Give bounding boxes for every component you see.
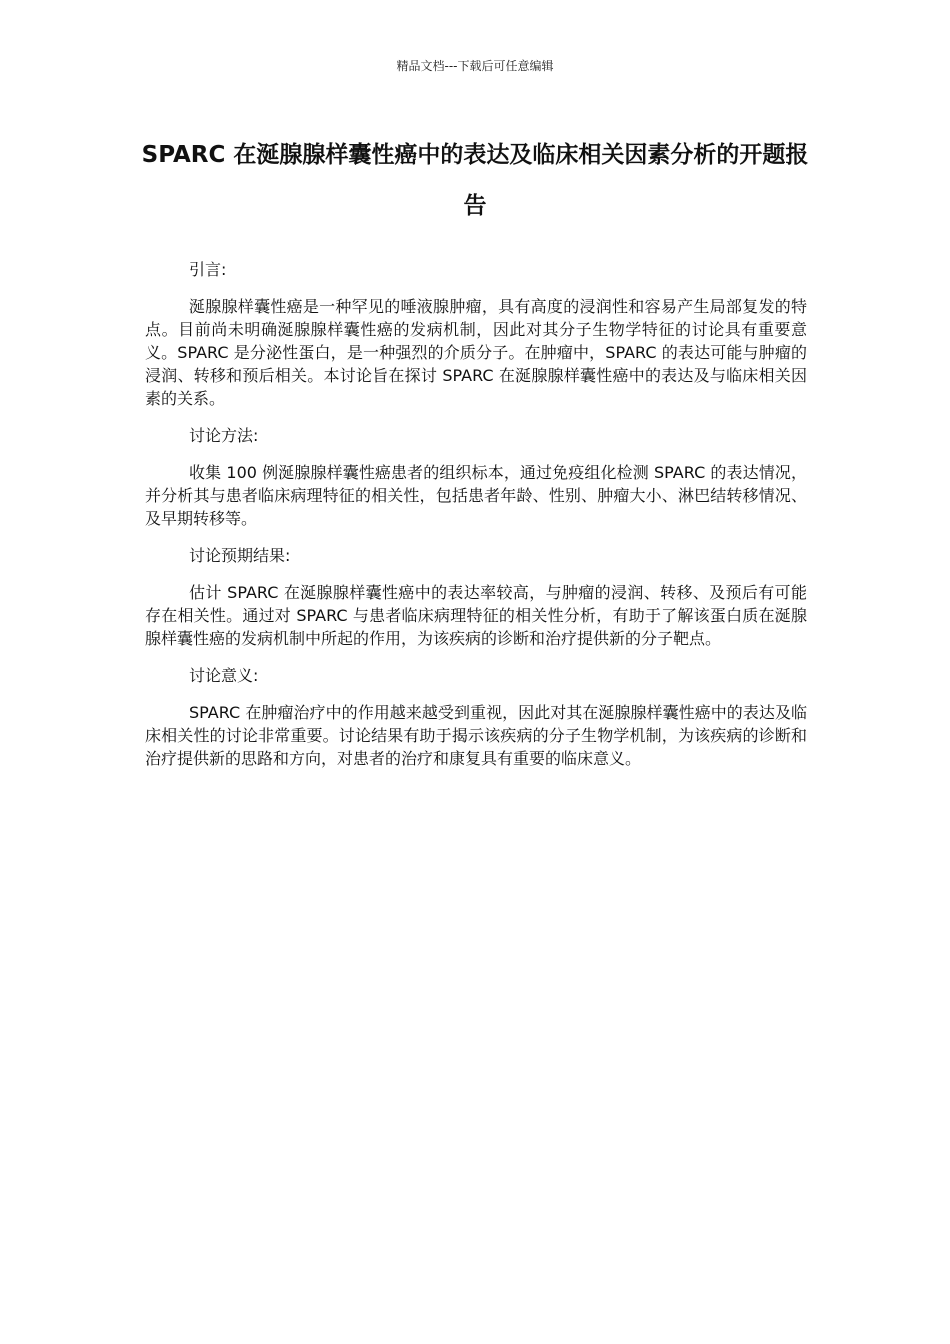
document-title: SPARC 在涎腺腺样囊性癌中的表达及临床相关因素分析的开题报告 [141,142,809,219]
document-body [145,258,807,784]
section-heading-expected-results: 讨论预期结果: [189,546,291,565]
section-heading-intro: 引言: [189,260,227,279]
header-note: 精品文档---下载后可任意编辑 [396,59,554,73]
section-heading-methods: 讨论方法: [189,426,259,445]
section-heading-significance: 讨论意义: [189,666,259,685]
section-paragraph-intro: 涎腺腺样囊性癌是一种罕见的唾液腺肿瘤，具有高度的浸润性和容易产生局部复发的特点。目前尚未明确涎腺腺样囊性癌的发病机制，因此对其分子生物学特征的讨论具有重要意义。SPARC 是分泌性蛋白，是一种强烈的介质分子。在肿瘤中，SPARC 的表达可能与肿瘤的浸润、转移和预后相关。本讨论旨在探讨 SPARC 在涎腺腺样囊性癌中的表达及与临床相关因素的关系。 [145,297,807,408]
section-paragraph-methods: 收集 100 例涎腺腺样囊性癌患者的组织标本，通过免疫组化检测 SPARC 的表达情况，并分析其与患者临床病理特征的相关性，包括患者年龄、性别、肿瘤大小、淋巴结转移情况、及早期转移等。 [145,463,807,528]
section-paragraph-expected-results: 估计 SPARC 在涎腺腺样囊性癌中的表达率较高，与肿瘤的浸润、转移、及预后有可能存在相关性。通过对 SPARC 与患者临床病理特征的相关性分析，有助于了解该蛋白质在涎腺腺样囊性癌的发病机制中所起的作用，为该疾病的诊断和治疗提供新的分子靶点。 [145,583,807,648]
section-paragraph-significance: SPARC 在肿瘤治疗中的作用越来越受到重视，因此对其在涎腺腺样囊性癌中的表达及临床相关性的讨论非常重要。讨论结果有助于揭示该疾病的分子生物学机制，为该疾病的诊断和治疗提供新的思路和方向，对患者的治疗和康复具有重要的临床意义。 [145,703,807,768]
